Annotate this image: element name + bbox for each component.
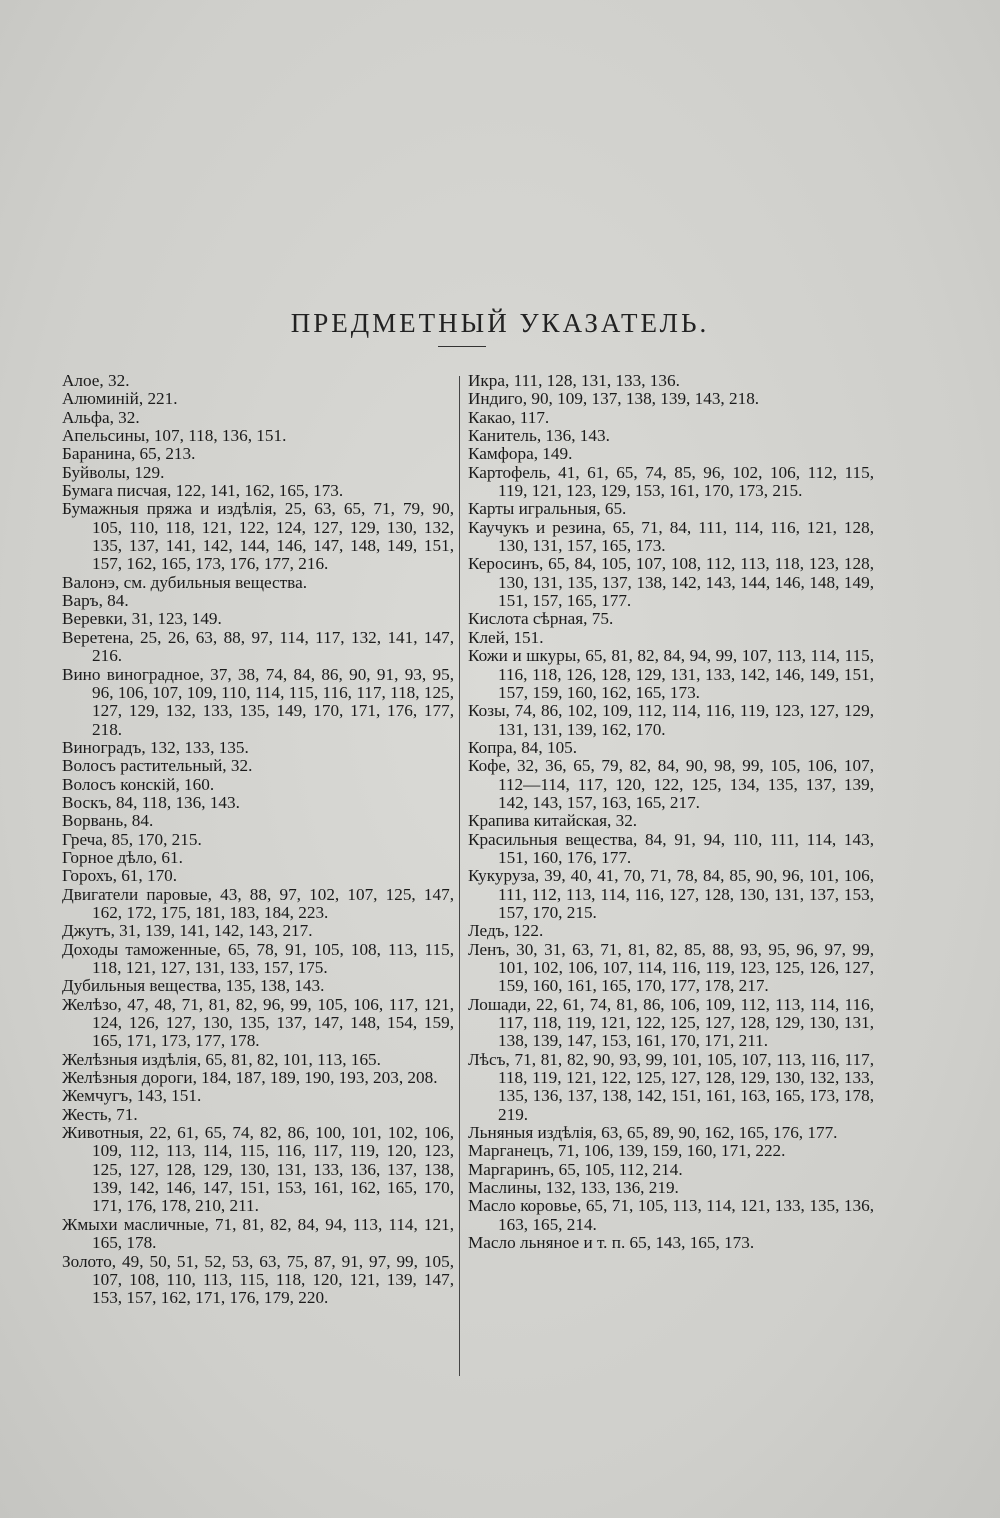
index-entry: Буйволы, 129. bbox=[62, 462, 165, 482]
index-entry: Воскъ, 84, 118, 136, 143. bbox=[62, 792, 240, 812]
index-entry: Красильныя вещества, 84, 91, 94, 110, 111, 114, 143, 151, 160, 176, 177. bbox=[468, 829, 874, 867]
index-entry: Керосинъ, 65, 84, 105, 107, 108, 112, 113, 118, 123, 128, 130, 131, 135, 137, 138, 142, 143, 144, 146, 148, 149, 151, 157, 165, 177. bbox=[468, 554, 874, 611]
index-entry: Виноградъ, 132, 133, 135. bbox=[62, 737, 249, 757]
index-entry: Клей, 151. bbox=[468, 627, 544, 647]
index-column-right bbox=[468, 372, 874, 1253]
index-entry: Волосъ конскій, 160. bbox=[62, 774, 215, 794]
index-entry: Алюминій, 221. bbox=[62, 389, 178, 409]
index-entry: Вино виноградное, 37, 38, 74, 84, 86, 90, 91, 93, 95, 96, 106, 107, 109, 110, 114, 115, 116, 117, 118, 125, 127, 129, 132, 133, 135, 149, 170, 171, 176, 177, 218. bbox=[62, 664, 454, 739]
index-entry: Греча, 85, 170, 215. bbox=[62, 829, 202, 849]
index-entry: Бумага писчая, 122, 141, 162, 165, 173. bbox=[62, 481, 344, 501]
index-entry: Алое, 32. bbox=[62, 371, 130, 390]
index-entry: Валонэ, см. дубильныя вещества. bbox=[62, 572, 307, 592]
index-entry: Маслины, 132, 133, 136, 219. bbox=[468, 1178, 679, 1198]
index-entry: Масло льняное и т. п. 65, 143, 165, 173. bbox=[468, 1233, 755, 1253]
index-entry: Жемчугъ, 143, 151. bbox=[62, 1086, 202, 1106]
index-entry: Марганецъ, 71, 106, 139, 159, 160, 171, 222. bbox=[468, 1141, 786, 1161]
index-entry: Ледъ, 122. bbox=[468, 921, 544, 941]
index-entry: Желѣзо, 47, 48, 71, 81, 82, 96, 99, 105, 106, 117, 121, 124, 126, 127, 130, 135, 137, 147, 148, 154, 159, 165, 171, 173, 177, 178. bbox=[62, 994, 454, 1051]
index-entry: Альфа, 32. bbox=[62, 407, 140, 427]
index-entry: Индиго, 90, 109, 137, 138, 139, 143, 218. bbox=[468, 389, 760, 409]
index-entry: Жмыхи масличные, 71, 81, 82, 84, 94, 113, 114, 121, 165, 178. bbox=[62, 1214, 454, 1253]
index-entry: Веревки, 31, 123, 149. bbox=[62, 609, 222, 629]
index-entry: Кукуруза, 39, 40, 41, 70, 71, 78, 84, 85, 90, 96, 101, 106, 111, 112, 113, 114, 116, 127, 128, 130, 131, 137, 153, 157, 170, 215. bbox=[468, 866, 874, 922]
index-entry: Двигатели паровые, 43, 88, 97, 102, 107, 125, 147, 162, 172, 175, 181, 183, 184, 223. bbox=[62, 884, 454, 922]
index-entry: Горохъ, 61, 170. bbox=[62, 866, 178, 886]
page-title: ПРЕДМЕТНЫЙ УКАЗАТЕЛЬ. bbox=[290, 308, 710, 339]
index-entry: Кожи и шкуры, 65, 81, 82, 84, 94, 99, 107, 113, 114, 115, 116, 118, 126, 128, 129, 131, 133, 142, 146, 149, 151, 157, 159, 160, 162, 165, 173. bbox=[468, 646, 874, 702]
index-column-left bbox=[62, 372, 454, 1308]
index-entry: Веретена, 25, 26, 63, 88, 97, 114, 117, 132, 141, 147, 216. bbox=[62, 627, 454, 666]
index-entry: Камфора, 149. bbox=[468, 444, 573, 464]
index-entry: Золото, 49, 50, 51, 52, 53, 63, 75, 87, 91, 97, 99, 105, 107, 108, 110, 113, 115, 118, 120, 121, 139, 147, 153, 157, 162, 171, 176, 179, 220. bbox=[62, 1251, 454, 1308]
index-entry: Дубильныя вещества, 135, 138, 143. bbox=[62, 976, 325, 996]
index-entry: Бумажныя пряжа и издѣлія, 25, 63, 65, 71, 79, 90, 105, 110, 118, 121, 122, 124, 127, 129, 130, 132, 135, 137, 141, 142, 144, 146, 147, 148, 149, 151, 157, 162, 165, 173, 176, 177, 216. bbox=[62, 499, 454, 574]
index-entry: Лѣсъ, 71, 81, 82, 90, 93, 99, 101, 105, 107, 113, 116, 117, 118, 119, 121, 122, 125, 127, 128, 129, 130, 132, 133, 135, 136, 137, 138, 142, 151, 161, 163, 165, 173, 178, 219. bbox=[468, 1049, 874, 1124]
index-entry: Карты игральныя, 65. bbox=[468, 499, 627, 519]
index-entry: Кофе, 32, 36, 65, 79, 82, 84, 90, 98, 99, 105, 106, 107, 112—114, 117, 120, 122, 125, 134, 135, 137, 139, 142, 143, 157, 163, 165, 217. bbox=[468, 756, 874, 812]
title-rule bbox=[438, 346, 486, 347]
index-entry: Масло коровье, 65, 71, 105, 113, 114, 121, 133, 135, 136, 163, 165, 214. bbox=[468, 1196, 874, 1234]
index-entry: Икра, 111, 128, 131, 133, 136. bbox=[468, 371, 680, 390]
index-entry: Козы, 74, 86, 102, 109, 112, 114, 116, 119, 123, 127, 129, 131, 131, 139, 162, 170. bbox=[468, 701, 874, 739]
index-entry: Баранина, 65, 213. bbox=[62, 444, 196, 464]
index-entry: Копра, 84, 105. bbox=[468, 737, 578, 757]
index-entry: Джутъ, 31, 139, 141, 142, 143, 217. bbox=[62, 921, 313, 941]
index-entry: Какао, 117. bbox=[468, 407, 550, 427]
index-entry: Горное дѣло, 61. bbox=[62, 847, 183, 867]
index-entry: Волосъ растительный, 32. bbox=[62, 756, 253, 776]
index-entry: Кислота сѣрная, 75. bbox=[468, 609, 614, 629]
index-entry: Крапива китайская, 32. bbox=[468, 811, 638, 831]
index-entry: Жесть, 71. bbox=[62, 1104, 138, 1124]
index-entry: Лошади, 22, 61, 74, 81, 86, 106, 109, 112, 113, 114, 116, 117, 118, 119, 121, 122, 125, 127, 128, 129, 130, 131, 138, 139, 147, 153, 161, 170, 171, 211. bbox=[468, 994, 874, 1051]
index-entry: Маргаринъ, 65, 105, 112, 214. bbox=[468, 1159, 683, 1179]
index-entry: Доходы таможенные, 65, 78, 91, 105, 108, 113, 115, 118, 121, 127, 131, 133, 157, 175. bbox=[62, 939, 454, 977]
index-entry: Льняныя издѣлія, 63, 65, 89, 90, 162, 165, 176, 177. bbox=[468, 1123, 838, 1143]
index-entry: Картофель, 41, 61, 65, 74, 85, 96, 102, 106, 112, 115, 119, 121, 123, 129, 153, 161, 170, 173, 215. bbox=[468, 462, 874, 501]
index-entry: Желѣзныя издѣлія, 65, 81, 82, 101, 113, 165. bbox=[62, 1049, 381, 1069]
index-entry: Ленъ, 30, 31, 63, 71, 81, 82, 85, 88, 93, 95, 96, 97, 99, 101, 102, 106, 107, 114, 116, 119, 123, 125, 126, 127, 159, 160, 161, 165, 170, 177, 178, 217. bbox=[468, 939, 874, 996]
column-divider bbox=[459, 376, 460, 1376]
index-entry: Животныя, 22, 61, 65, 74, 82, 86, 100, 101, 102, 106, 109, 112, 113, 114, 115, 116, 117, 119, 120, 123, 125, 127, 128, 129, 130, 131, 133, 136, 137, 138, 139, 142, 146, 147, 151, 153, 161, 162, 165, 170, 171, 176, 178, 210, 211. bbox=[62, 1123, 454, 1216]
index-entry: Канитель, 136, 143. bbox=[468, 426, 610, 446]
index-entry: Желѣзныя дороги, 184, 187, 189, 190, 193, 203, 208. bbox=[62, 1068, 438, 1088]
index-entry: Каучукъ и резина, 65, 71, 84, 111, 114, 116, 121, 128, 130, 131, 157, 165, 173. bbox=[468, 517, 874, 556]
index-entry: Ворвань, 84. bbox=[62, 811, 154, 831]
index-entry: Апельсины, 107, 118, 136, 151. bbox=[62, 426, 287, 446]
index-entry: Варъ, 84. bbox=[62, 591, 129, 611]
